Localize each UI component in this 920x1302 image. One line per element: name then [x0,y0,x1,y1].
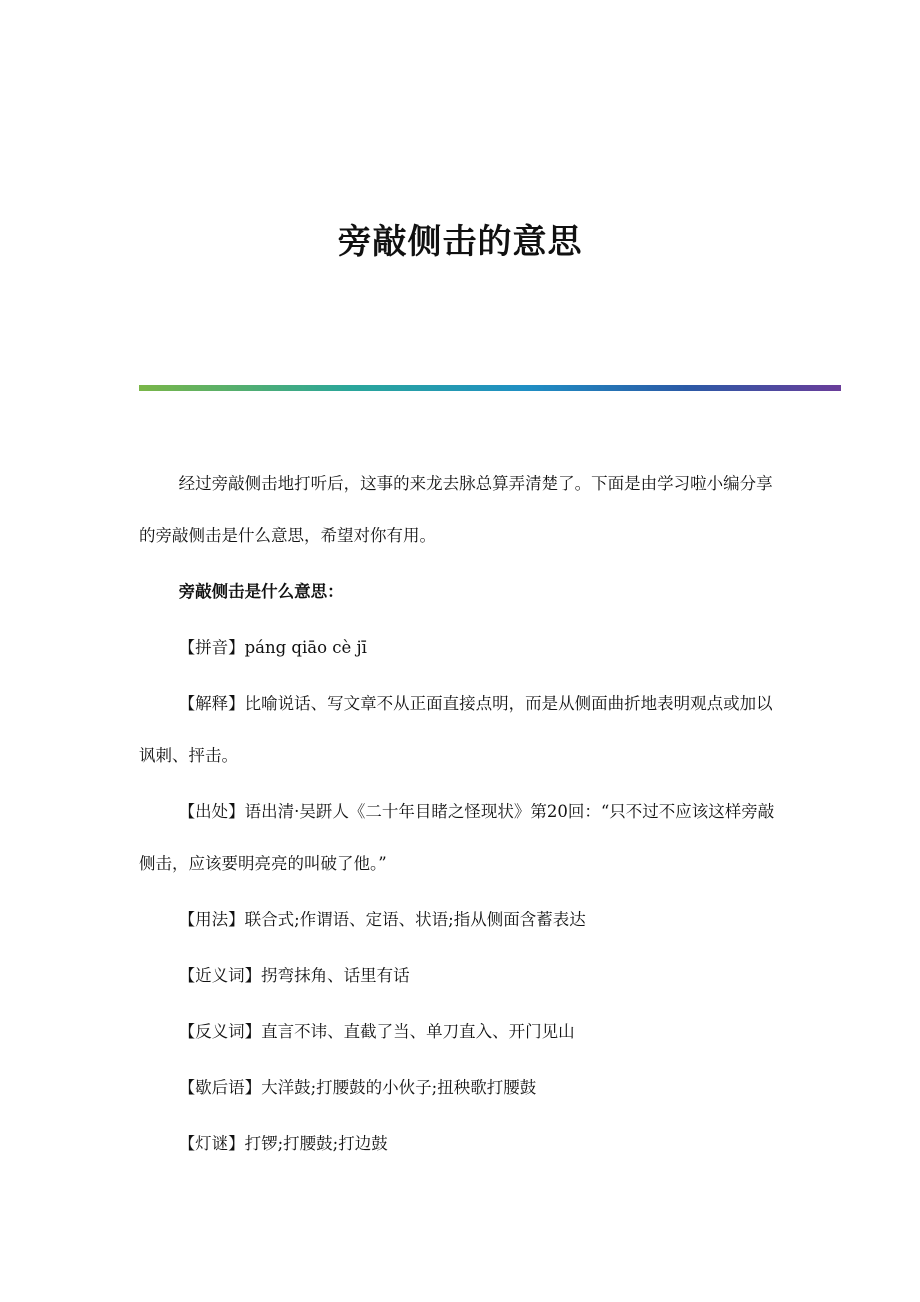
entry-text: 拐弯抹角、话里有话 [261,966,410,985]
entry-label: 【拼音】 [178,638,245,657]
entry-label: 【出处】 [178,802,245,821]
section-heading: 旁敲侧击是什么意思： [178,582,344,601]
entry-label: 【灯谜】 [178,1134,245,1153]
entry-explanation [139,678,779,782]
entry-riddle [139,1118,779,1170]
entry-text: 比喻说话、写文章不从正面直接点明，而是从侧面曲折地表明观点或加以讽刺、抨击。 [139,694,773,765]
entry-usage [139,894,779,946]
entry-text: 语出清·吴趼人《二十年目睹之怪现状》第20回：“只不过不应该这样旁敲侧击，应该要明亮亮的叫破了他。” [139,802,775,873]
entry-text: 联合式;作谓语、定语、状语;指从侧面含蓄表达 [244,910,586,929]
entry-label: 【歇后语】 [178,1078,262,1097]
entry-text: 大洋鼓;打腰鼓的小伙子;扭秧歌打腰鼓 [261,1078,537,1097]
page-title: 旁敲侧击的意思 [337,222,583,262]
entry-xiehouyu [139,1062,779,1114]
entry-synonyms [139,950,779,1002]
entry-text: páng qiāo cè jī [244,638,367,657]
entry-label: 【用法】 [178,910,245,929]
intro-paragraph: 经过旁敲侧击地打听后，这事的来龙去脉总算弄清楚了。下面是由学习啦小编分享的旁敲侧击是什么意思，希望对你有用。 [139,474,773,545]
entry-text: 打锣;打腰鼓;打边鼓 [244,1134,388,1153]
entry-text: 直言不讳、直截了当、单刀直入、开门见山 [261,1022,575,1041]
entry-pinyin [139,622,779,674]
entry-label: 【解释】 [178,694,245,713]
gradient-divider [139,385,841,391]
entry-antonyms [139,1006,779,1058]
entry-source [139,786,779,890]
entry-label: 【近义词】 [178,966,262,985]
document-body [139,458,779,1174]
entry-label: 【反义词】 [178,1022,262,1041]
